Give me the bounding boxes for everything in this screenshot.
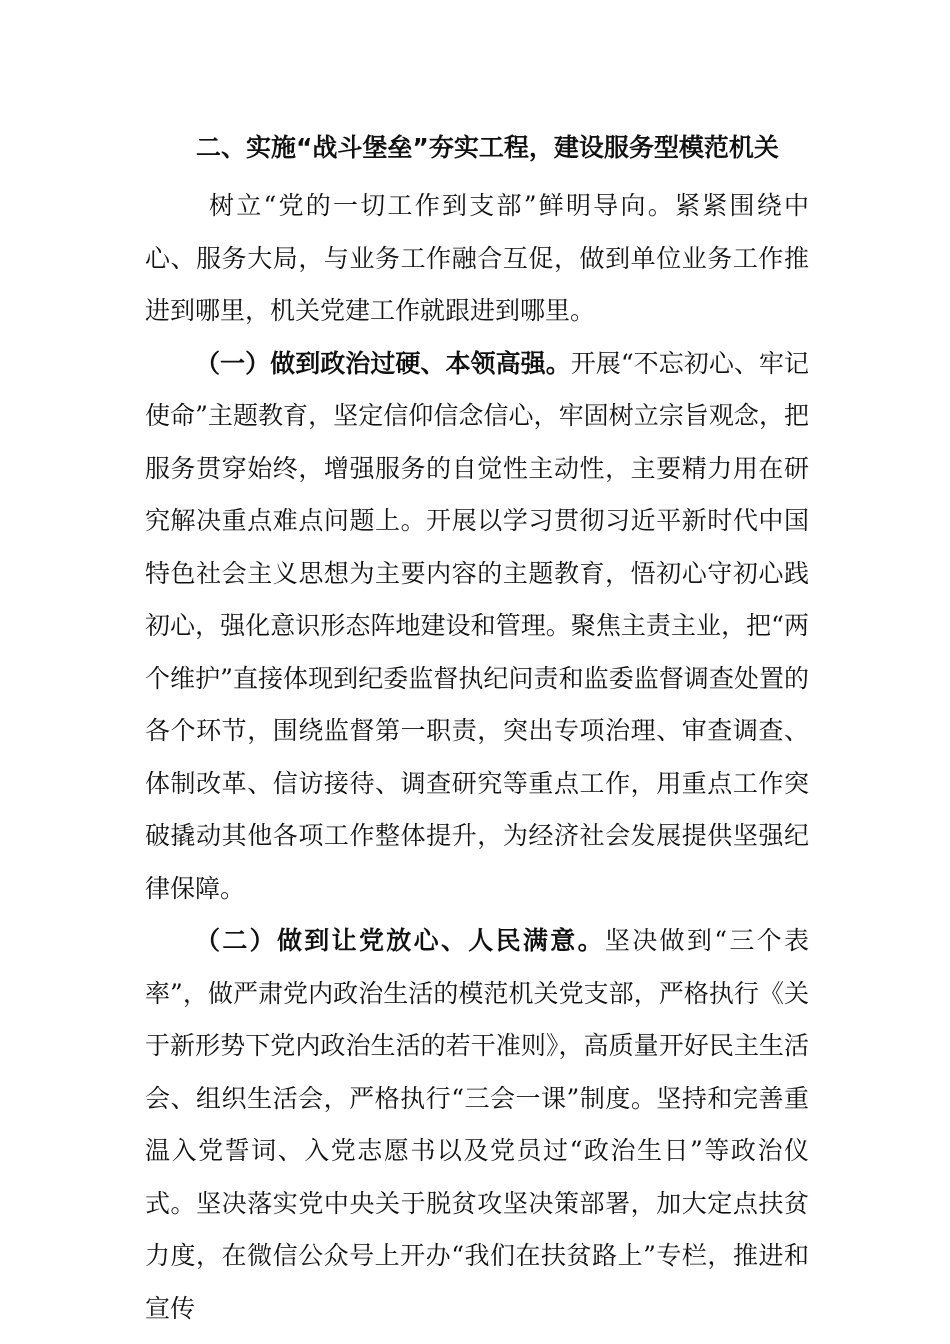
paragraph-lead: （二）做到让党放心、人民满意。 <box>195 926 605 955</box>
paragraph-text: 树立“党的一切工作到支部”鲜明导向。紧紧围绕中心、服务大局，与业务工作融合互促，做到单位业务工作推进到哪里，机关党建工作就跟进到哪里。 <box>145 191 809 325</box>
section-heading: 二、实施“战斗堡垒”夯实工程，建设服务型模范机关 <box>196 133 779 162</box>
paragraph-intro <box>145 180 809 338</box>
paragraph-item-1 <box>145 338 809 916</box>
paragraph-text: 坚决做到“三个表率”，做严肃党内政治生活的模范机关党支部，严格执行《关于新形势下党内政治生活的若干准则》，高质量开好民主生活会、组织生活会，严格执行“三会一课”制度。坚持和完善重温入党誓词、入党志愿书以及党员过“政治生日”等政治仪式。坚决落实党中央关于脱贫攻坚决策部署，加大定点扶贫力度，在微信公众号上开办“我们在扶贫路上”专栏，推进和宣传 <box>145 926 809 1323</box>
paragraph-text: 开展“不忘初心、牢记使命”主题教育，坚定信仰信念信心，牢固树立宗旨观念，把服务贯穿始终，增强服务的自觉性主动性，主要精力用在研究解决重点难点问题上。开展以学习贯彻习近平新时代中国特色社会主义思想为主要内容的主题教育，悟初心守初心践初心，强化意识形态阵地建设和管理。聚焦主责主业，把“两个维护”直接体现到纪委监督执纪问责和监委监督调查处置的各个环节，围绕监督第一职责，突出专项治理、审查调查、体制改革、信访接待、调查研究等重点工作，用重点工作突破撬动其他各项工作整体提升，为经济社会发展提供坚强纪律保障。 <box>145 348 809 903</box>
document-body <box>145 180 809 1335</box>
paragraph-lead: （一）做到政治过硬、本领高强。 <box>195 348 571 378</box>
paragraph-item-2 <box>145 915 809 1335</box>
